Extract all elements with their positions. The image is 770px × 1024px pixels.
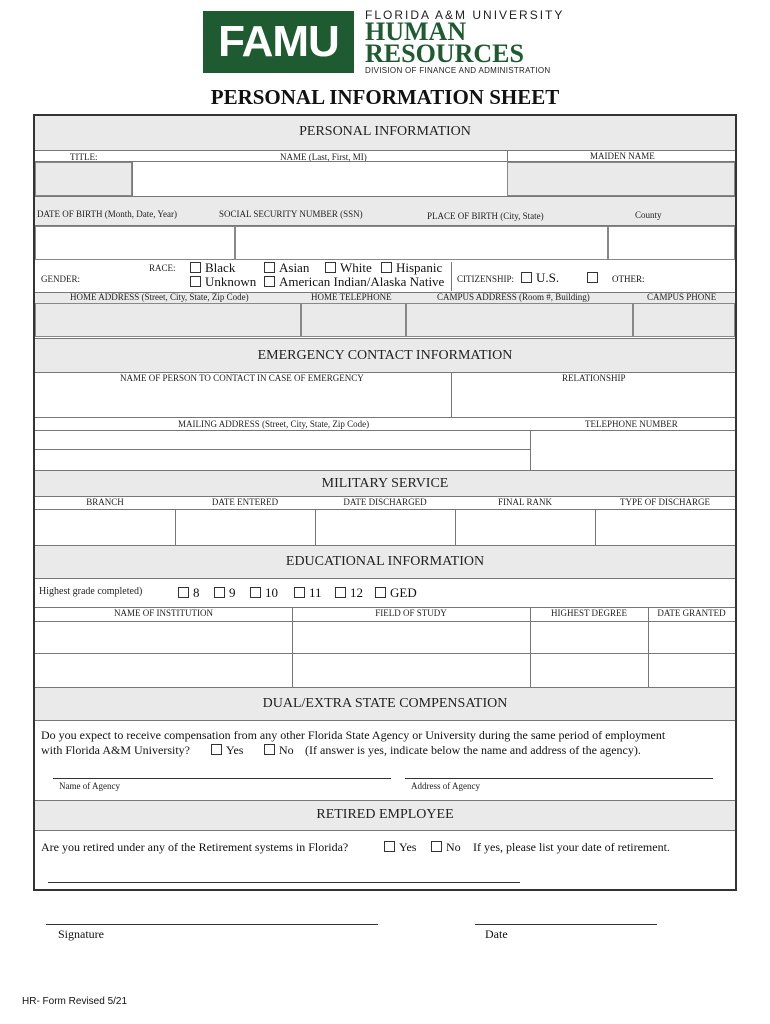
retired-title: RETIRED EMPLOYEE: [316, 807, 454, 822]
checkbox-icon[interactable]: [264, 276, 275, 287]
grade-9-option[interactable]: 9: [214, 585, 236, 601]
mailing-address-field-line1[interactable]: [35, 431, 530, 450]
institution-field-1[interactable]: [35, 622, 292, 654]
checkbox-icon[interactable]: [190, 276, 201, 287]
home-address-field[interactable]: [35, 303, 301, 337]
military-title: MILITARY SERVICE: [321, 476, 449, 491]
relationship-field[interactable]: [452, 384, 735, 417]
grade-ged-option[interactable]: GED: [375, 585, 417, 601]
checkbox-icon[interactable]: [521, 272, 532, 283]
dob-field[interactable]: [35, 226, 235, 260]
grade-12-option[interactable]: 12: [335, 585, 363, 601]
highest-degree-label: HIGHEST DEGREE: [550, 608, 628, 618]
field-of-study-label: FIELD OF STUDY: [375, 608, 447, 618]
agency-name-line[interactable]: [53, 778, 391, 779]
checkbox-icon[interactable]: [375, 587, 386, 598]
checkbox-icon[interactable]: [264, 262, 275, 273]
checkbox-icon[interactable]: [384, 841, 395, 852]
branch-label: BRANCH: [86, 497, 124, 507]
date-granted-field-2[interactable]: [649, 655, 735, 687]
dual-yes-option[interactable]: Yes: [211, 743, 243, 758]
ssn-pob-field[interactable]: [235, 226, 608, 260]
emergency-phone-label: TELEPHONE NUMBER: [585, 419, 678, 429]
dual-comp-title: DUAL/EXTRA STATE COMPENSATION: [262, 696, 508, 711]
checkbox-icon[interactable]: [587, 272, 598, 283]
date-line[interactable]: [475, 924, 657, 925]
county-field[interactable]: [608, 226, 735, 260]
date-discharged-field[interactable]: [316, 510, 455, 545]
checkbox-icon[interactable]: [264, 744, 275, 755]
signature-label: Signature: [58, 927, 104, 941]
checkbox-icon[interactable]: [294, 587, 305, 598]
highest-degree-field-2[interactable]: [531, 655, 648, 687]
branch-field[interactable]: [35, 510, 175, 545]
checkbox-icon[interactable]: [190, 262, 201, 273]
division-name: DIVISION OF FINANCE AND ADMINISTRATION: [365, 66, 551, 75]
famu-logo: FAMU: [203, 11, 354, 73]
checkbox-icon[interactable]: [214, 587, 225, 598]
dob-label: DATE OF BIRTH (Month, Date, Year): [37, 209, 177, 219]
department-name-line2: RESOURCES: [365, 39, 524, 68]
checkbox-icon[interactable]: [335, 587, 346, 598]
personal-info-form: [33, 114, 737, 891]
race-unknown-option[interactable]: Unknown: [190, 274, 256, 290]
date-label: Date: [485, 927, 508, 941]
dual-comp-question-line2: with Florida A&M University?: [41, 743, 190, 757]
dual-comp-question: Do you expect to receive compensation from any other Florida State Agency or University during the same period of employment: [41, 728, 666, 742]
field-of-study-field-2[interactable]: [293, 655, 530, 687]
campus-phone-field[interactable]: [633, 303, 735, 337]
dual-comp-note: (If answer is yes, indicate below the name and address of the agency).: [305, 743, 641, 757]
emergency-header: [35, 338, 735, 373]
ssn-label: SOCIAL SECURITY NUMBER (SSN): [219, 209, 363, 219]
county-label: County: [635, 210, 662, 220]
retired-no-option[interactable]: No: [431, 840, 461, 855]
race-asian-option[interactable]: Asian: [264, 260, 309, 276]
form-revision: HR- Form Revised 5/21: [22, 996, 128, 1007]
race-white-option[interactable]: White: [325, 260, 372, 276]
grade-11-option[interactable]: 11: [294, 585, 322, 601]
education-title: EDUCATIONAL INFORMATION: [285, 554, 485, 569]
agency-address-line[interactable]: [405, 778, 713, 779]
dual-comp-header: [35, 687, 735, 721]
gender-label: GENDER:: [41, 274, 80, 284]
pob-label: PLACE OF BIRTH (City, State): [427, 211, 544, 221]
home-phone-label: HOME TELEPHONE: [311, 292, 392, 302]
mailing-address-label: MAILING ADDRESS (Street, City, State, Zip Code): [178, 419, 370, 429]
checkbox-icon[interactable]: [431, 841, 442, 852]
retired-question: Are you retired under any of the Retirement systems in Florida?: [41, 840, 349, 854]
date-entered-field[interactable]: [176, 510, 315, 545]
checkbox-icon[interactable]: [178, 587, 189, 598]
mailing-address-field-line2[interactable]: [35, 451, 530, 470]
date-granted-field-1[interactable]: [649, 622, 735, 654]
retirement-date-line[interactable]: [48, 882, 520, 883]
title-field[interactable]: [35, 162, 132, 196]
race-hispanic-option[interactable]: Hispanic: [381, 260, 442, 276]
date-granted-label: DATE GRANTED: [657, 608, 726, 618]
contact-name-field[interactable]: [35, 384, 451, 417]
emergency-phone-field[interactable]: [531, 431, 735, 470]
personal-info-title: PERSONAL INFORMATION: [299, 124, 471, 139]
race-native-option[interactable]: American Indian/Alaska Native: [264, 274, 444, 290]
relationship-label: RELATIONSHIP: [562, 373, 626, 383]
maiden-name-label: MAIDEN NAME: [590, 151, 655, 161]
highest-degree-field-1[interactable]: [531, 622, 648, 654]
campus-address-field[interactable]: [406, 303, 633, 337]
title-label: TITLE:: [70, 152, 98, 162]
campus-phone-label: CAMPUS PHONE: [647, 292, 717, 302]
department-name-line1: HUMAN: [365, 17, 467, 46]
final-rank-field[interactable]: [456, 510, 595, 545]
citizenship-label: CITIZENSHIP:: [457, 274, 514, 284]
home-address-label: HOME ADDRESS (Street, City, State, Zip Code): [70, 292, 249, 302]
emergency-title: EMERGENCY CONTACT INFORMATION: [257, 348, 513, 363]
citizenship-other-option[interactable]: OTHER:: [587, 272, 645, 285]
checkbox-icon[interactable]: [211, 744, 222, 755]
retired-yes-option[interactable]: Yes: [384, 840, 416, 855]
institution-label: NAME OF INSTITUTION: [114, 608, 213, 618]
university-name: FLORIDA A&M UNIVERSITY: [365, 8, 565, 22]
race-label: RACE:: [149, 263, 176, 273]
final-rank-label: FINAL RANK: [498, 497, 552, 507]
name-label: NAME (Last, First, MI): [280, 152, 367, 162]
agency-address-label: Address of Agency: [411, 781, 480, 791]
name-field[interactable]: [133, 162, 507, 196]
date-entered-label: DATE ENTERED: [211, 497, 279, 507]
checkbox-icon[interactable]: [250, 587, 261, 598]
type-of-discharge-field[interactable]: [596, 510, 735, 545]
checkbox-icon[interactable]: [381, 262, 392, 273]
page-title: PERSONAL INFORMATION SHEET: [210, 85, 560, 109]
campus-address-label: CAMPUS ADDRESS (Room #, Building): [437, 292, 590, 302]
date-discharged-label: DATE DISCHARGED: [343, 497, 427, 507]
grade-8-option[interactable]: 8: [178, 585, 200, 601]
grade-10-option[interactable]: 10: [250, 585, 278, 601]
personal-info-header: [35, 116, 735, 151]
highest-grade-label: Highest grade completed): [39, 586, 143, 597]
maiden-name-field[interactable]: [507, 162, 735, 196]
race-black-option[interactable]: Black: [190, 260, 235, 276]
education-header: [35, 545, 735, 579]
military-header: [35, 470, 735, 497]
institution-field-2[interactable]: [35, 655, 292, 687]
contact-name-label: NAME OF PERSON TO CONTACT IN CASE OF EMERGENCY: [120, 373, 364, 383]
dual-no-option[interactable]: No: [264, 743, 294, 758]
home-phone-field[interactable]: [301, 303, 406, 337]
field-of-study-field-1[interactable]: [293, 622, 530, 654]
checkbox-icon[interactable]: [325, 262, 336, 273]
agency-name-label: Name of Agency: [59, 781, 120, 791]
retired-header: [35, 800, 735, 831]
signature-line[interactable]: [46, 924, 378, 925]
retired-note: If yes, please list your date of retirement.: [473, 840, 670, 854]
citizenship-us-option[interactable]: U.S.: [521, 270, 559, 286]
type-of-discharge-label: TYPE OF DISCHARGE: [619, 497, 710, 507]
